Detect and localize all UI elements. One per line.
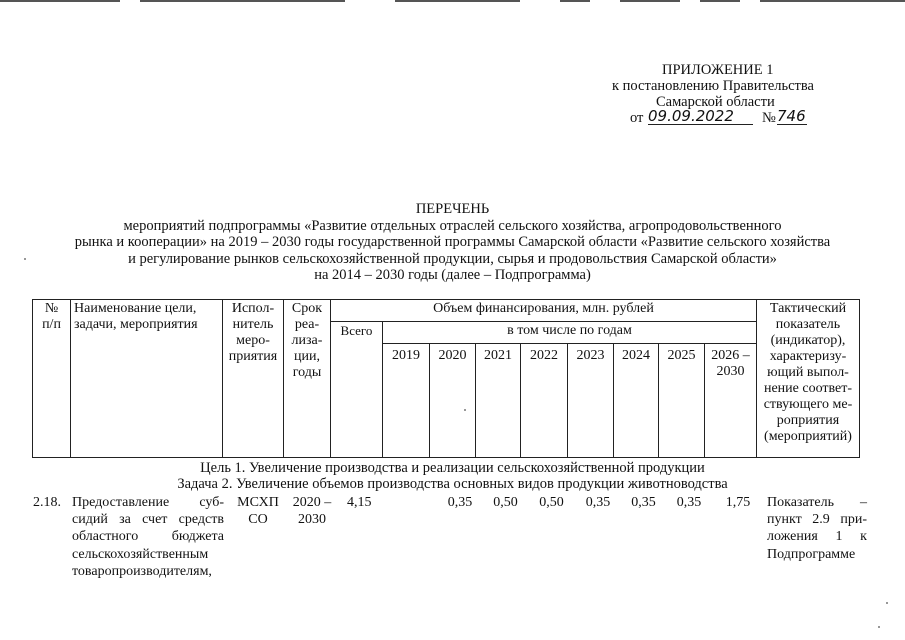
row-number: 2.18.: [33, 495, 61, 510]
annex-date-row: [612, 107, 842, 130]
row-value-2023: 0,35: [585, 495, 611, 510]
scan-speck: [24, 258, 26, 260]
row-total: 4,15: [347, 495, 372, 510]
task-line: Задача 2. Увеличение объемов производства основных видов продукции животноводства: [177, 476, 728, 492]
header-term: Срок реа- лиза- ции, годы: [284, 300, 331, 458]
number-prefix: №: [762, 110, 776, 126]
row-value-2026-2030: 1,75: [725, 495, 751, 510]
document-title: [0, 201, 905, 284]
header-executor: Испол- нитель меро- приятия: [223, 300, 284, 458]
header-year: 2024: [614, 344, 659, 458]
row-executor: МСХП СО: [237, 495, 279, 528]
title-line-4: на 2014 – 2030 годы (далее – Подпрограмма): [314, 267, 591, 283]
row-value-2022: 0,50: [539, 495, 564, 510]
header-year: 2026 – 2030: [705, 344, 757, 458]
header-year: 2022: [521, 344, 568, 458]
header-indicator: Тактический показатель (индикатор), характеризу- ющий выпол- нение соответ- ствующего ме- роприятия (мероприятий): [757, 300, 860, 458]
header-year: 2023: [568, 344, 614, 458]
header-year: 2021: [476, 344, 521, 458]
annex-decree-line: к постановлению Правительства: [612, 78, 814, 94]
header-year: 2019: [383, 344, 430, 458]
header-year: 2020: [430, 344, 476, 458]
handwritten-number: 746: [777, 107, 806, 125]
goal-line: Цель 1. Увеличение производства и реализации сельскохозяйственной продукции: [200, 460, 705, 476]
row-value-2024: 0,35: [631, 495, 656, 510]
scan-speck: [464, 409, 466, 411]
header-financing: Объем финансирования, млн. рублей: [331, 300, 757, 322]
title-line-2: рынка и кооперации» на 2019 – 2030 годы государственной программы Самарской области «Развитие сельского хозяйства: [74, 234, 831, 250]
title-line-1: мероприятий подпрограммы «Развитие отдельных отраслей сельского хозяйства, агропродовольственного: [123, 217, 782, 234]
title-heading: ПЕРЕЧЕНЬ: [415, 201, 490, 217]
row-indicator: Показатель – пункт 2.9 при- ложения 1 к Подпрограмме: [767, 495, 867, 562]
annex-stamp: [612, 62, 842, 130]
row-value-2020: 0,35: [447, 495, 473, 510]
row-term: 2020 – 2030: [292, 495, 332, 528]
header-number: № п/п: [33, 300, 71, 458]
title-line-3: и регулирование рынков сельскохозяйственной продукции, сырья и продовольствия Самарской области»: [128, 250, 777, 267]
header-name: Наименование цели, задачи, мероприятия: [71, 300, 223, 458]
row-value-2021: 0,50: [493, 495, 518, 510]
annex-title: ПРИЛОЖЕНИЕ 1: [662, 62, 774, 78]
row-name: Предоставление суб- сидий за счет средств областного бюджета сельскохозяйственным товаропроизводителям,: [72, 495, 224, 579]
measures-table-header: [32, 299, 860, 458]
annex-region-line: Самарской области: [656, 94, 775, 110]
header-year: 2025: [659, 344, 705, 458]
row-value-2025: 0,35: [676, 495, 702, 510]
scan-top-edge: [0, 0, 905, 3]
header-by-years: в том числе по годам: [383, 322, 757, 344]
scan-speck: [886, 602, 888, 604]
scan-speck: [878, 626, 880, 628]
date-prefix: от: [630, 110, 644, 126]
header-total: Всего: [331, 322, 383, 458]
handwritten-date: 09.09.2022: [648, 108, 753, 125]
